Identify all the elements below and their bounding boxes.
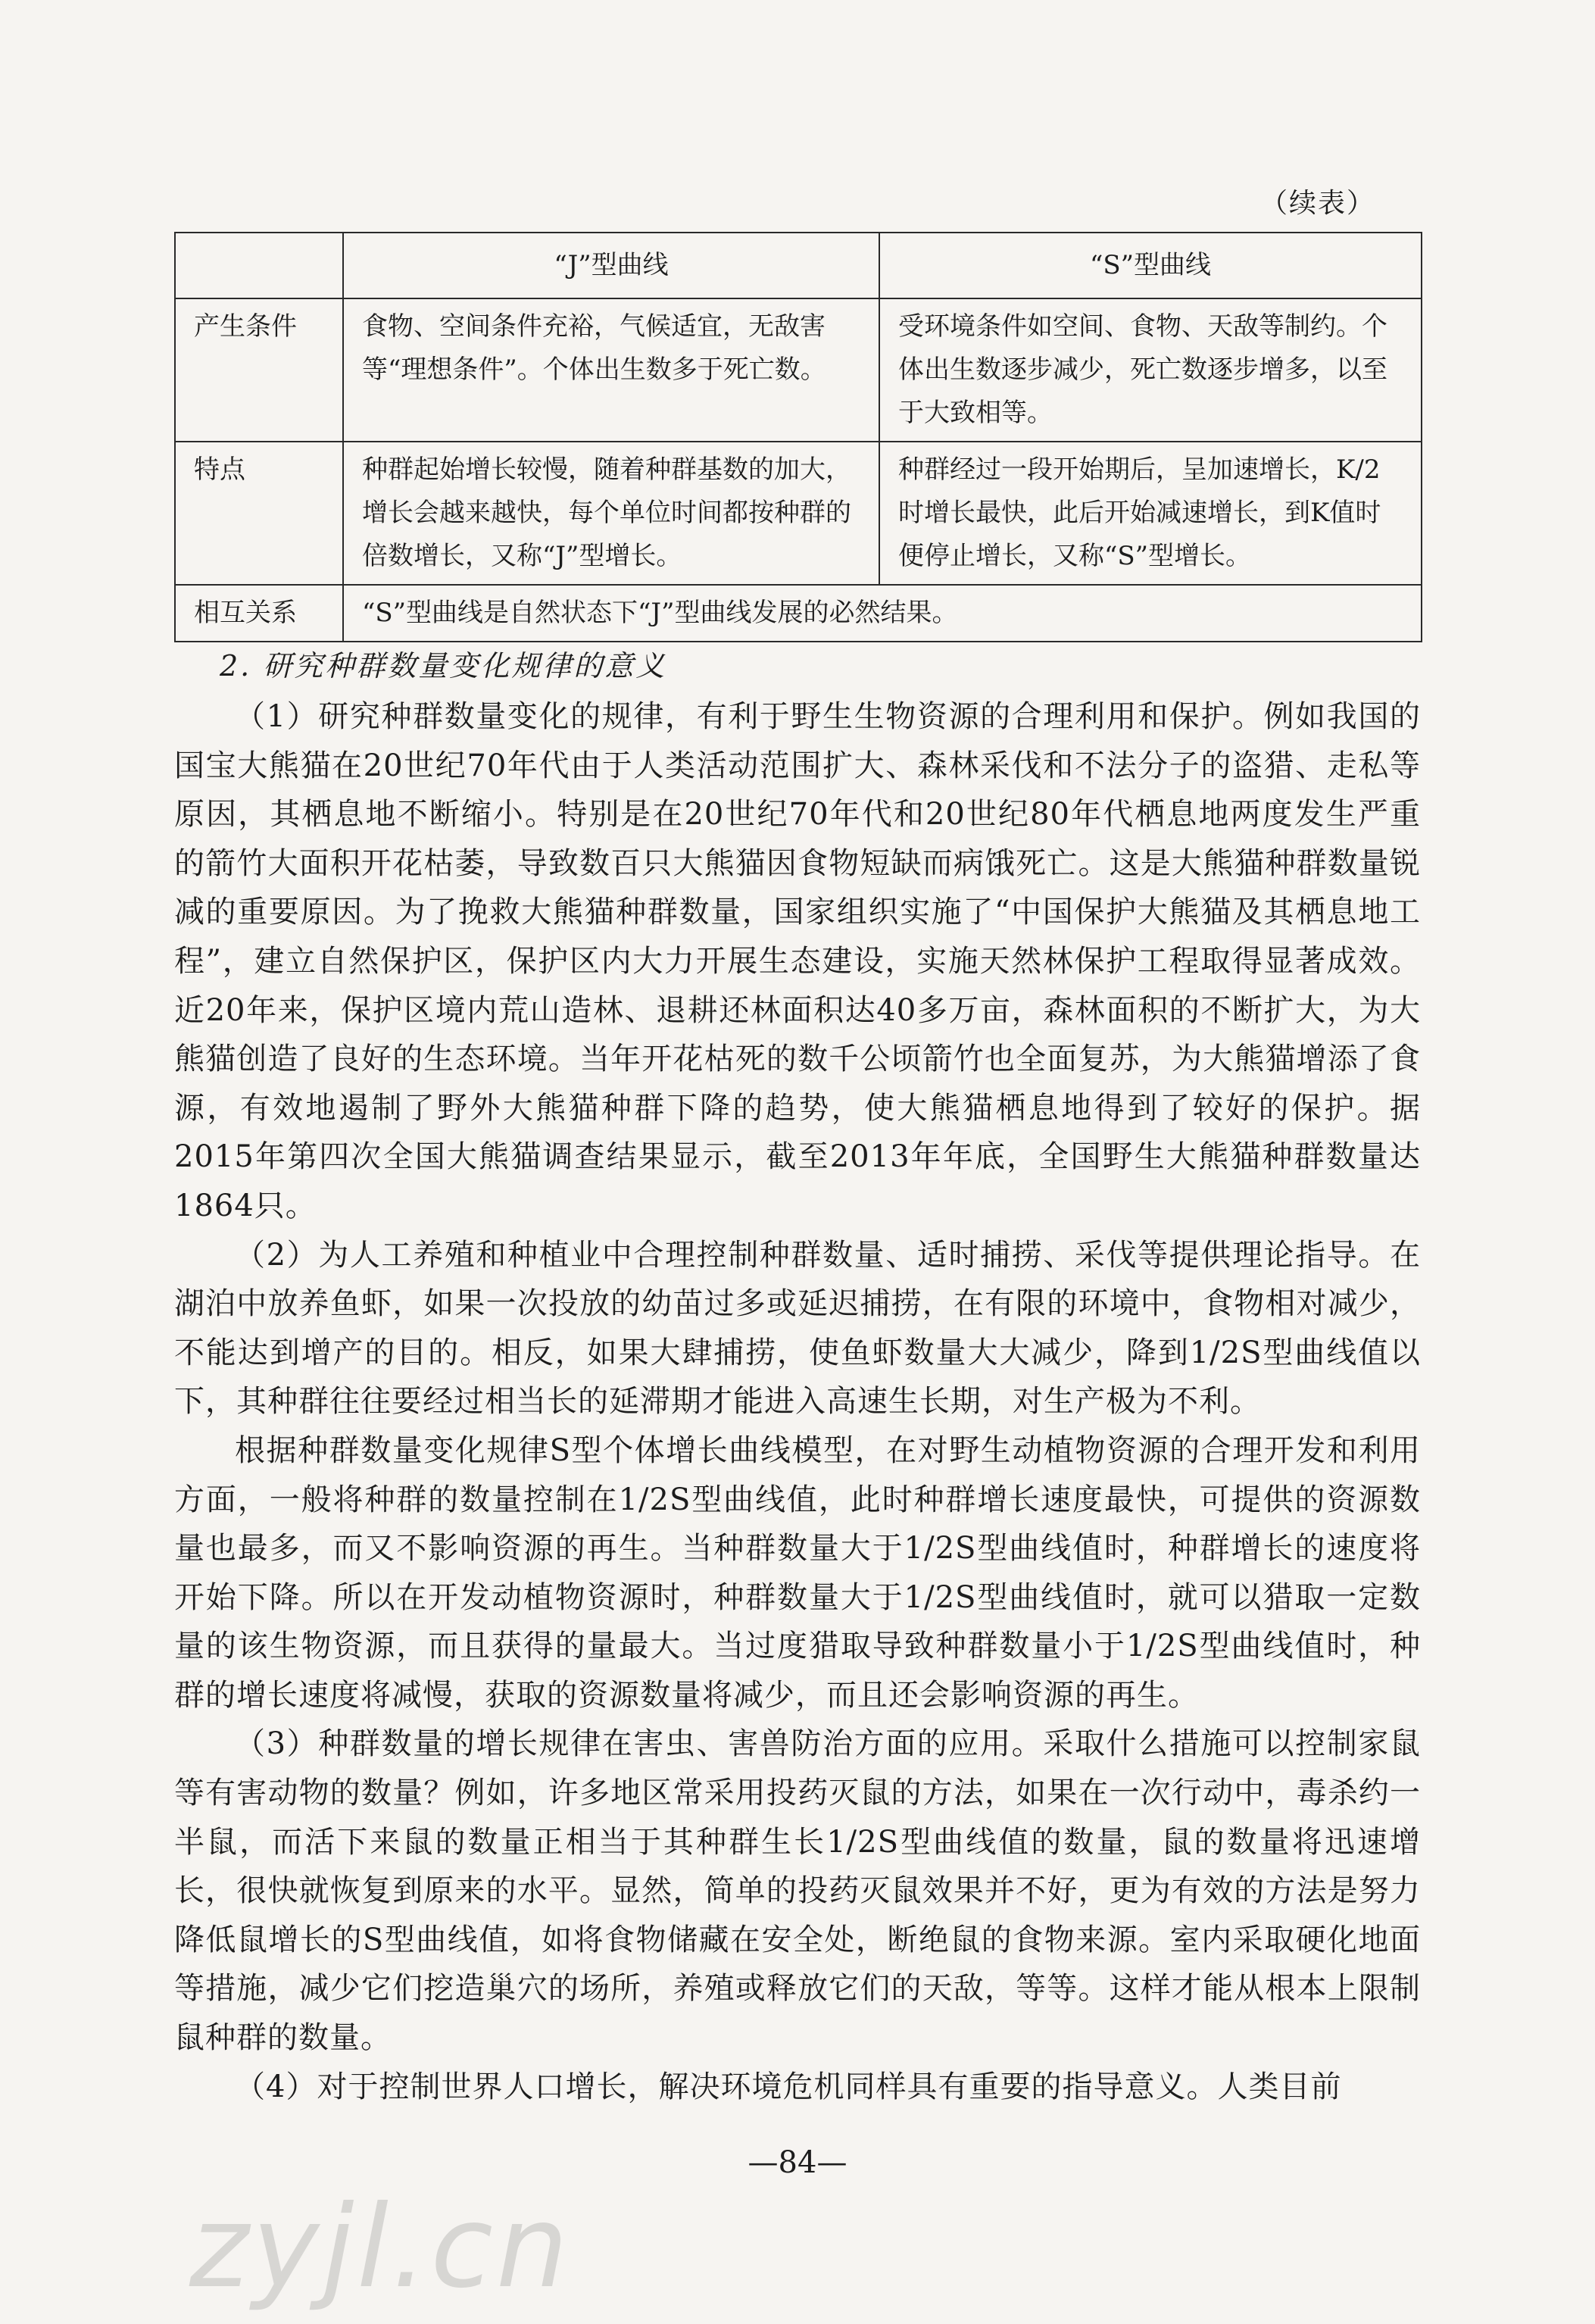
table-row <box>175 298 1422 442</box>
continued-label: （续表） <box>1259 188 1375 219</box>
cell-j: 食物、空间条件充裕，气候适宜，无敌害等“理想条件”。个体出生数多于死亡数。 <box>343 298 879 442</box>
table-corner-cell <box>175 233 343 298</box>
row-label: 相互关系 <box>175 585 343 642</box>
header-j-curve: “J”型曲线 <box>343 233 879 298</box>
cell-s: 种群经过一段开始期后，呈加速增长，K/2时增长最快，此后开始减速增长，到K值时便停止增长，又称“S”型增长。 <box>879 442 1422 585</box>
row-label: 产生条件 <box>175 298 343 442</box>
paragraph: （4）对于控制世界人口增长，解决环境危机同样具有重要的指导意义。人类目前 <box>235 2069 1342 2104</box>
paragraph: （3）种群数量的增长规律在害虫、害兽防治方面的应用。采取什么措施可以控制家鼠等有害动物的数量？例如，许多地区常采用投药灭鼠的方法，如果在一次行动中，毒杀约一半鼠，而活下来鼠的数量正相当于其种群生长1/2S型曲线值的数量，鼠的数量将迅速增长，很快就恢复到原来的水平。显然，简单的投药灭鼠效果并不好，更为有效的方法是努力降低鼠增长的S型曲线值，如将食物储藏在安全处，断绝鼠的食物来源。室内采取硬化地面等措施，减少它们挖造巢穴的场所，养殖或释放它们的天敌，等等。这样才能从根本上限制鼠种群的数量。 <box>174 1726 1421 2056</box>
body-text <box>174 692 1421 2111</box>
header-s-curve: “S”型曲线 <box>879 233 1422 298</box>
paragraph: （2）为人工养殖和种植业中合理控制种群数量、适时捕捞、采伐等提供理论指导。在湖泊中放养鱼虾，如果一次投放的幼苗过多或延迟捕捞，在有限的环境中，食物相对减少，不能达到增产的目的。相反，如果大肆捕捞，使鱼虾数量大大减少，降到1/2S型曲线值以下，其种群往往要经过相当长的延滞期才能进入高速生长期，对生产极为不利。 <box>174 1237 1421 1420</box>
row-label: 特点 <box>175 442 343 585</box>
cell-s: 受环境条件如空间、食物、天敌等制约。个体出生数逐步减少，死亡数逐步增多，以至于大致相等。 <box>879 298 1422 442</box>
paragraph: 根据种群数量变化规律S型个体增长曲线模型，在对野生动植物资源的合理开发和利用方面，一般将种群的数量控制在1/2S型曲线值，此时种群增长速度最快，可提供的资源数量也最多，而又不影响资源的再生。当种群数量大于1/2S型曲线值时，种群增长的速度将开始下降。所以在开发动植物资源时，种群数量大于1/2S型曲线值时，就可以猎取一定数量的该生物资源，而且获得的量最大。当过度猎取导致种群数量小于1/2S型曲线值时，种群的增长速度将减慢，获取的资源数量将减少，而且还会影响资源的再生。 <box>174 1432 1421 1713</box>
cell-j: 种群起始增长较慢，随着种群基数的加大，增长会越来越快，每个单位时间都按种群的倍数增长，又称“J”型增长。 <box>343 442 879 585</box>
table-row <box>175 585 1422 642</box>
comparison-table <box>174 232 1422 642</box>
section-title: 2. 研究种群数量变化规律的意义 <box>220 649 667 683</box>
paragraph: （1）研究种群数量变化的规律，有利于野生生物资源的合理利用和保护。例如我国的国宝大熊猫在20世纪70年代由于人类活动范围扩大、森林采伐和不法分子的盗猎、走私等原因，其栖息地不断缩小。特别是在20世纪70年代和20世纪80年代栖息地两度发生严重的箭竹大面积开花枯萎，导致数百只大熊猫因食物短缺而病饿死亡。这是大熊猫种群数量锐减的重要原因。为了挽救大熊猫种群数量，国家组织实施了“中国保护大熊猫及其栖息地工程”，建立自然保护区，保护区内大力开展生态建设，实施天然林保护工程取得显著成效。近20年来，保护区境内荒山造林、退耕还林面积达40多万亩，森林面积的不断扩大，为大熊猫创造了良好的生态环境。当年开花枯死的数千公顷箭竹也全面复苏，为大熊猫增添了食源，有效地遏制了野外大熊猫种群下降的趋势，使大熊猫栖息地得到了较好的保护。据2015年第四次全国大熊猫调查结果显示，截至2013年年底，全国野生大熊猫种群数量达1864只。 <box>174 699 1421 1223</box>
page-number: —84— <box>748 2145 847 2180</box>
table-row <box>175 442 1422 585</box>
cell-merged: “S”型曲线是自然状态下“J”型曲线发展的必然结果。 <box>343 585 1422 642</box>
watermark: zyjl.cn <box>189 2182 572 2313</box>
table-header-row <box>175 233 1422 298</box>
